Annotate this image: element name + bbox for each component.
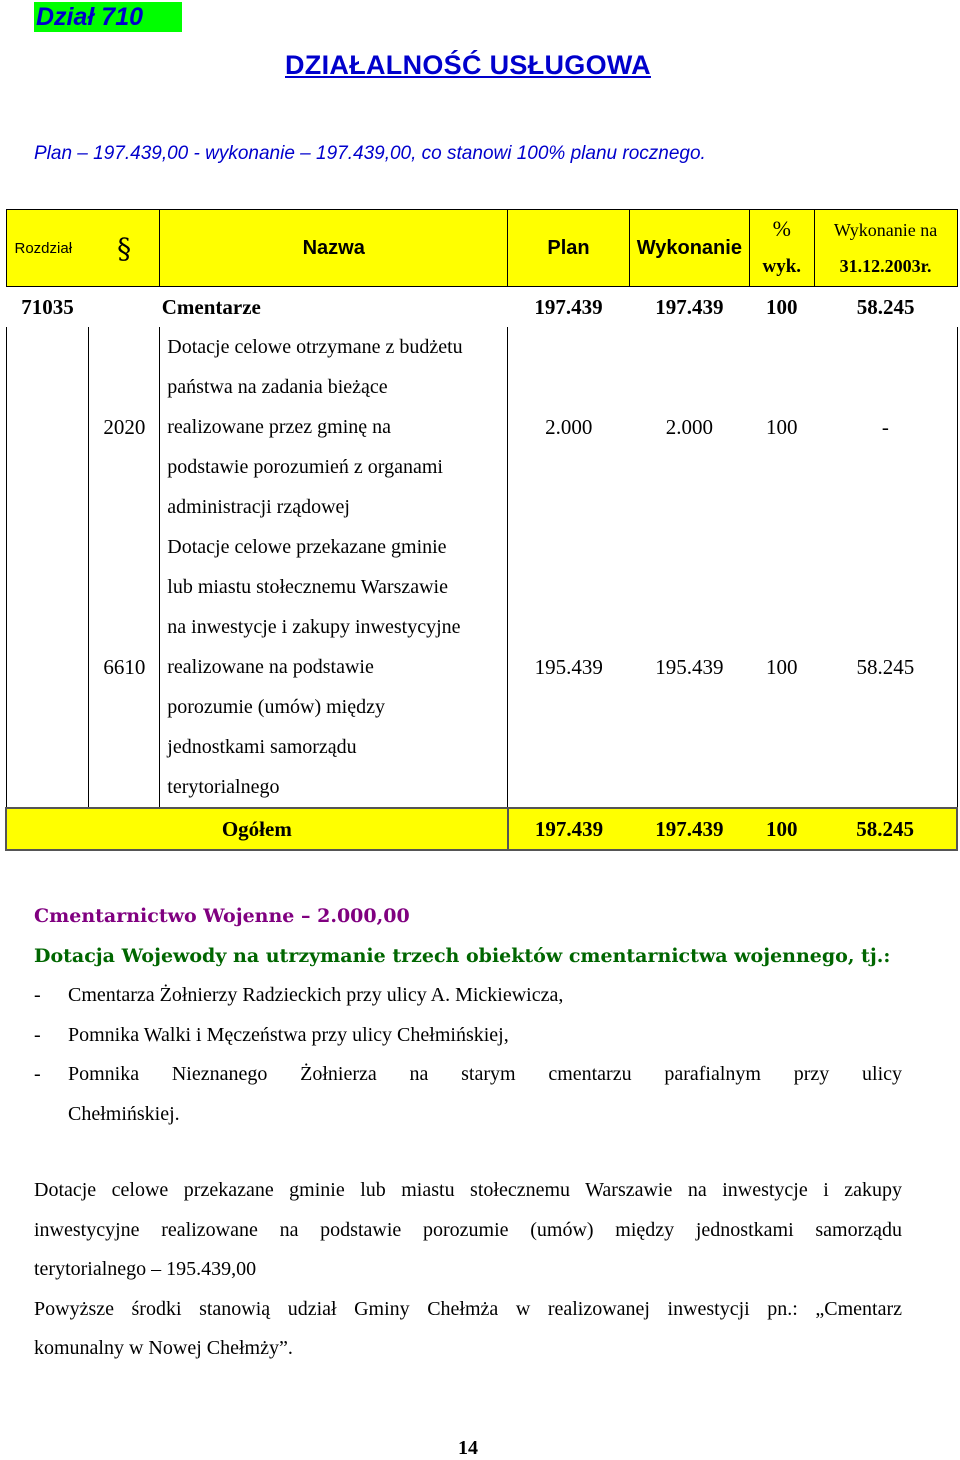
page-title: DZIAŁALNOŚĆ USŁUGOWA xyxy=(285,50,651,80)
list-item: - Cmentarza Żołnierzy Radzieckich przy ulicy A. Mickiewicza, xyxy=(34,984,564,1006)
chapter-plan: 197.439 xyxy=(534,294,603,319)
table-header-row xyxy=(6,210,957,287)
total-percent: 100 xyxy=(749,808,814,850)
row-percent: 100 xyxy=(766,654,798,679)
paragraph-line: Dotacje celowe przekazane gminie lub miastu stołecznemu Warszawie na inwestycje i zakupy xyxy=(34,1179,902,1201)
investment-notes xyxy=(34,1171,902,1369)
row-exec-date: - xyxy=(814,327,957,527)
list-item: - Pomnika Nieznanego Żołnierza na starym cmentarzu parafialnym przy ulicy Chełmińskiej. xyxy=(34,1063,902,1125)
row-execution: 195.439 xyxy=(655,654,724,679)
chapter-code: 71035 xyxy=(21,294,74,319)
header-name: Nazwa xyxy=(160,210,508,287)
plan-summary: Plan – 197.439,00 - wykonanie – 197.439,00, co stanowi 100% planu rocznego. xyxy=(34,143,706,164)
row-paragraph: 6610 xyxy=(89,527,160,808)
table-row-chapter xyxy=(6,287,957,328)
chapter-percent: 100 xyxy=(766,294,798,319)
paragraph-line: terytorialnego – 195.439,00 xyxy=(34,1258,257,1280)
header-exec-date xyxy=(814,210,957,287)
budget-table xyxy=(5,209,958,851)
chapter-exec-date: 58.245 xyxy=(856,294,915,319)
table-row xyxy=(6,527,957,808)
header-plan: Plan xyxy=(508,210,630,287)
section-label: Dział 710 xyxy=(34,2,182,32)
row-execution: 2.000 xyxy=(665,414,713,439)
war-cemeteries-heading: Cmentarnictwo Wojenne – 2.000,00 xyxy=(34,905,410,927)
header-percent xyxy=(749,210,814,287)
row-plan: 195.439 xyxy=(534,654,603,679)
row-percent: 100 xyxy=(766,414,798,439)
paragraph-line: komunalny w Nowej Chełmży”. xyxy=(34,1337,293,1359)
header-rozdzial: Rozdział xyxy=(6,210,89,287)
row-name: Dotacje celowe przekazane gminie lub miastu stołecznemu Warszawie na inwestycje i zakupy inwestycyjne realizowane na podstawie porozumie (umów) między jednostkami samorządu terytorialnego xyxy=(160,527,508,808)
paragraph-sign: § xyxy=(117,231,132,265)
table-row xyxy=(6,327,957,527)
page-number: 14 xyxy=(458,1437,478,1459)
total-label: Ogółem xyxy=(6,808,508,850)
chapter-name: Cmentarze xyxy=(161,294,261,319)
paragraph-line: Powyższe środki stanowią udział Gminy Chełmża w realizowanej inwestycji pn.: „Cmentarz xyxy=(34,1297,902,1320)
header-exec-date-bottom: 31.12.2003r. xyxy=(839,256,932,276)
total-execution: 197.439 xyxy=(629,808,749,850)
header-percent-bottom: wyk. xyxy=(762,256,802,277)
header-percent-top: % xyxy=(772,216,791,241)
row-paragraph: 2020 xyxy=(89,327,160,527)
war-cemeteries-notes xyxy=(34,897,902,1134)
paragraph-line: inwestycyjne realizowane na podstawie porozumie (umów) między jednostkami samorządu xyxy=(34,1218,902,1241)
war-cemeteries-subheading: Dotacja Wojewody na utrzymanie trzech obiektów cmentarnictwa wojennego, tj.: xyxy=(34,944,891,967)
row-plan: 2.000 xyxy=(545,414,593,439)
header-paragraph xyxy=(89,210,160,287)
chapter-execution: 197.439 xyxy=(655,294,724,319)
table-total-row xyxy=(6,808,957,850)
total-plan: 197.439 xyxy=(508,808,630,850)
row-name: Dotacje celowe otrzymane z budżetu państwa na zadania bieżące realizowane przez gminę na podstawie porozumień z organami administracji rządowej xyxy=(160,327,508,527)
total-exec-date: 58.245 xyxy=(814,808,957,850)
row-exec-date: 58.245 xyxy=(814,527,957,808)
header-execution: Wykonanie xyxy=(629,210,749,287)
list-item: - Pomnika Walki i Męczeństwa przy ulicy Chełmińskiej, xyxy=(34,1023,509,1046)
header-exec-date-top: Wykonanie na xyxy=(833,220,938,240)
